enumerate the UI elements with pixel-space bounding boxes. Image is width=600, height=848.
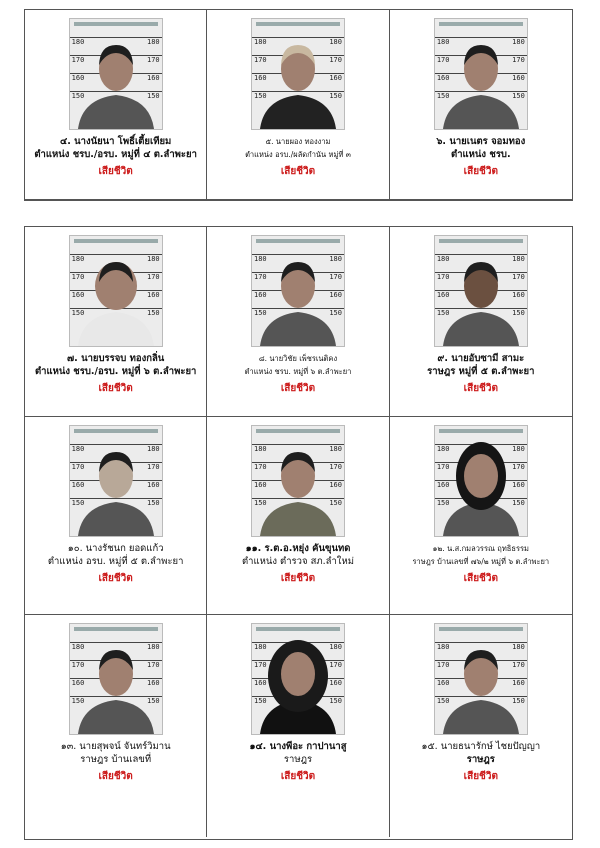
victim-name: ๗. นายบรรจบ ทองกลิ่น: [67, 353, 165, 364]
victim-name: ๑๐. นางรัชนก ยอดแก้ว: [67, 543, 164, 554]
height-ruler-label: 180: [253, 38, 267, 46]
height-ruler-label: 170: [329, 56, 342, 64]
height-ruler-label: 170: [71, 56, 85, 64]
victim-card: [25, 10, 207, 200]
person-silhouette: [252, 236, 344, 346]
status-label: เสียชีวิต: [280, 166, 316, 177]
victim-name: ๙. นายอับซามี สามะ: [437, 353, 525, 364]
status-label: เสียชีวิต: [280, 383, 316, 394]
height-ruler-label: 180: [253, 255, 267, 263]
height-ruler-label: 180: [436, 38, 450, 46]
height-ruler-label: 180: [329, 445, 342, 453]
height-ruler-label: 180: [329, 38, 342, 46]
height-ruler-label: 170: [329, 463, 342, 471]
height-ruler-label: 170: [512, 661, 525, 669]
height-ruler-label: 180: [71, 643, 85, 651]
height-ruler-label: 180: [512, 38, 525, 46]
victim-name: ๑๔. นางพีอะ กาปานาสู: [249, 741, 347, 752]
victims-table-bottom: [24, 226, 573, 840]
height-ruler-label: 160: [436, 291, 450, 299]
height-ruler-label: 150: [436, 309, 450, 317]
victim-card: [207, 417, 389, 615]
victim-photo: [434, 425, 528, 537]
victim-position: ราษฎร บ้านเลขที่: [80, 754, 152, 765]
height-ruler-label: 150: [436, 697, 450, 705]
height-ruler-label: 170: [147, 463, 160, 471]
victim-photo: [251, 18, 345, 130]
height-ruler-label: 180: [512, 255, 525, 263]
height-ruler-label: 170: [329, 661, 342, 669]
height-ruler-label: 150: [512, 697, 525, 705]
height-ruler-label: 170: [436, 273, 450, 281]
height-ruler-label: 160: [147, 481, 160, 489]
person-silhouette: [435, 426, 527, 536]
height-ruler-label: 180: [71, 38, 85, 46]
status-label: เสียชีวิต: [280, 771, 316, 782]
silhouette-body: [260, 95, 336, 129]
height-ruler-label: 170: [436, 463, 450, 471]
victim-position: ราษฎร: [466, 754, 495, 765]
height-ruler-label: 180: [71, 255, 85, 263]
height-ruler-label: 150: [329, 309, 342, 317]
victim-position: ราษฎร บ้านเลขที่ ๗๖/๒ หมู่ที่ ๖ ต.ลำพะยา: [412, 557, 550, 566]
height-ruler-label: 160: [512, 74, 525, 82]
height-ruler-label: 160: [147, 291, 160, 299]
status-label: เสียชีวิต: [280, 573, 316, 584]
height-ruler-label: 150: [253, 499, 267, 507]
height-ruler-label: 150: [512, 92, 525, 100]
victim-card: [25, 615, 207, 837]
height-ruler-label: 150: [329, 697, 342, 705]
person-silhouette: [70, 236, 162, 346]
status-label: เสียชีวิต: [98, 573, 133, 584]
person-silhouette: [252, 19, 344, 129]
silhouette-body: [78, 312, 154, 346]
victim-photo: [69, 18, 163, 130]
height-ruler-label: 150: [147, 697, 160, 705]
height-ruler-label: 170: [147, 661, 160, 669]
victim-position: ตำแหน่ง ชรบ./อรบ. หมู่ที่ ๔ ต.ลำพะยา: [34, 149, 197, 160]
height-ruler-label: 150: [436, 499, 450, 507]
height-ruler-label: 170: [253, 56, 267, 64]
height-ruler-label: 150: [512, 309, 525, 317]
status-label: เสียชีวิต: [463, 771, 498, 782]
status-label: เสียชีวิต: [98, 383, 133, 394]
status-label: เสียชีวิต: [98, 166, 133, 177]
height-ruler-label: 180: [512, 445, 525, 453]
height-ruler-label: 160: [329, 481, 342, 489]
height-ruler-label: 170: [512, 273, 525, 281]
height-ruler-label: 150: [253, 92, 267, 100]
victim-photo: [69, 623, 163, 735]
height-ruler-label: 170: [512, 56, 525, 64]
silhouette-body: [78, 700, 154, 734]
victim-card: [390, 417, 572, 615]
height-ruler-label: 180: [253, 643, 267, 651]
victim-position: ตำแหน่ง อรบ. หมู่ที่ ๕ ต.ลำพะยา: [47, 556, 184, 567]
victim-name: ๑๓. นายสุพจน์ จันทร์วิมาน: [60, 741, 171, 752]
height-ruler-label: 160: [71, 74, 85, 82]
height-ruler-label: 160: [147, 679, 160, 687]
height-ruler-label: 170: [71, 661, 85, 669]
victim-photo: [251, 623, 345, 735]
height-ruler-label: 160: [512, 481, 525, 489]
silhouette-body: [78, 95, 154, 129]
height-ruler-label: 180: [512, 643, 525, 651]
height-ruler-label: 180: [436, 643, 450, 651]
height-ruler-label: 150: [147, 309, 160, 317]
height-ruler-label: 180: [147, 38, 160, 46]
height-ruler-label: 150: [436, 92, 450, 100]
victim-name: ๔. นางนัยนา โพธิ์เตี้ยเทียม: [60, 136, 172, 147]
victim-name: ๕. นายผอง ทองงาม: [265, 137, 331, 146]
height-ruler-label: 150: [147, 499, 160, 507]
victim-name: ๑๑. ร.ต.อ.หยุ่ง คันขุนทด: [245, 543, 351, 554]
height-ruler-label: 180: [329, 643, 342, 651]
height-ruler-label: 150: [329, 92, 342, 100]
height-ruler-label: 150: [71, 309, 85, 317]
height-ruler-label: 180: [71, 445, 85, 453]
height-ruler-label: 150: [71, 697, 85, 705]
victim-photo: [434, 18, 528, 130]
silhouette-body: [443, 312, 519, 346]
height-ruler-label: 180: [147, 445, 160, 453]
silhouette-body: [260, 502, 336, 536]
height-ruler-label: 150: [329, 499, 342, 507]
height-ruler-label: 150: [253, 697, 267, 705]
person-silhouette: [435, 624, 527, 734]
victim-position: ราษฎร: [283, 754, 313, 765]
height-ruler-label: 150: [512, 499, 525, 507]
height-ruler-label: 160: [253, 679, 267, 687]
height-ruler-label: 170: [436, 56, 450, 64]
silhouette-head: [281, 652, 315, 696]
height-ruler-label: 170: [329, 273, 342, 281]
status-label: เสียชีวิต: [98, 771, 133, 782]
victim-position: ตำแหน่ง อรบ./ผลัดกำนัน หมู่ที่ ๓: [245, 150, 351, 159]
victim-name: ๑๒. น.ส.กมลวรรณ ฤทธิธรรม: [432, 544, 529, 553]
victim-position: ตำแหน่ง ตำรวจ สภ.ลำใหม่: [242, 556, 354, 567]
victim-name: ๖. นายเนตร จอมทอง: [436, 136, 526, 147]
height-ruler-label: 150: [147, 92, 160, 100]
victim-name: ๑๕. นายธนารักษ์ ไชยปัญญา: [421, 741, 541, 752]
victim-photo: [69, 425, 163, 537]
height-ruler-label: 160: [512, 291, 525, 299]
height-ruler-label: 180: [436, 255, 450, 263]
height-ruler-label: 160: [253, 74, 267, 82]
height-ruler-label: 150: [71, 499, 85, 507]
victim-photo: [434, 235, 528, 347]
person-silhouette: [70, 19, 162, 129]
silhouette-body: [78, 502, 154, 536]
height-ruler-label: 160: [71, 679, 85, 687]
height-ruler-label: 150: [71, 92, 85, 100]
silhouette-body: [443, 95, 519, 129]
height-ruler-label: 160: [329, 74, 342, 82]
victim-position: ตำแหน่ง ชรบ./อรบ. หมู่ที่ ๖ ต.ลำพะยา: [34, 366, 197, 377]
height-ruler-label: 180: [329, 255, 342, 263]
height-ruler-label: 180: [436, 445, 450, 453]
victim-card: [207, 615, 389, 837]
person-silhouette: [435, 19, 527, 129]
victim-position: ราษฎร หมู่ที่ ๕ ต.ลำพะยา: [427, 366, 535, 377]
person-silhouette: [252, 624, 344, 734]
height-ruler-label: 160: [71, 291, 85, 299]
height-ruler-label: 160: [436, 679, 450, 687]
height-ruler-label: 170: [436, 661, 450, 669]
victim-card: [25, 227, 207, 417]
victim-card: [390, 10, 572, 200]
height-ruler-label: 160: [71, 481, 85, 489]
victim-photo: [69, 235, 163, 347]
person-silhouette: [435, 236, 527, 346]
silhouette-head: [464, 454, 498, 498]
victim-position: ตำแหน่ง ชรบ. หมู่ที่ ๖ ต.ลำพะยา: [244, 367, 352, 376]
height-ruler-label: 160: [329, 291, 342, 299]
height-ruler-label: 150: [253, 309, 267, 317]
victim-card: [390, 227, 572, 417]
victims-table-top: [24, 9, 573, 201]
height-ruler-label: 160: [253, 481, 267, 489]
person-silhouette: [70, 624, 162, 734]
victim-card: [207, 227, 389, 417]
height-ruler-label: 180: [147, 255, 160, 263]
victim-photo: [251, 425, 345, 537]
status-label: เสียชีวิต: [463, 383, 498, 394]
height-ruler-label: 160: [147, 74, 160, 82]
height-ruler-label: 160: [436, 481, 450, 489]
person-silhouette: [252, 426, 344, 536]
height-ruler-label: 170: [71, 273, 85, 281]
height-ruler-label: 160: [436, 74, 450, 82]
height-ruler-label: 170: [71, 463, 85, 471]
victim-card: [390, 615, 572, 837]
height-ruler-label: 170: [147, 56, 160, 64]
height-ruler-label: 170: [512, 463, 525, 471]
height-ruler-label: 160: [253, 291, 267, 299]
height-ruler-label: 170: [147, 273, 160, 281]
silhouette-body: [443, 700, 519, 734]
victim-photo: [434, 623, 528, 735]
person-silhouette: [70, 426, 162, 536]
victim-name: ๘. นายวิชัย เพ็ชรเนติคง: [258, 354, 338, 363]
silhouette-body: [260, 312, 336, 346]
height-ruler-label: 180: [253, 445, 267, 453]
victim-card: [25, 417, 207, 615]
height-ruler-label: 170: [253, 463, 267, 471]
height-ruler-label: 170: [253, 661, 267, 669]
height-ruler-label: 180: [147, 643, 160, 651]
victim-position: ตำแหน่ง ชรบ.: [451, 149, 511, 160]
height-ruler-label: 170: [253, 273, 267, 281]
status-label: เสียชีวิต: [463, 573, 498, 584]
victim-photo: [251, 235, 345, 347]
status-label: เสียชีวิต: [463, 166, 498, 177]
height-ruler-label: 160: [329, 679, 342, 687]
height-ruler-label: 160: [512, 679, 525, 687]
victim-card: [207, 10, 389, 200]
